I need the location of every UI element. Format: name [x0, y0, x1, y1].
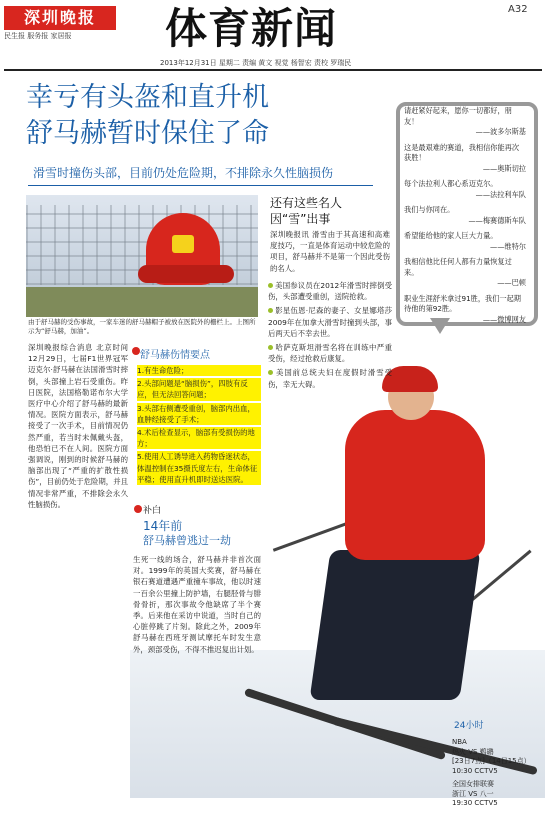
skier-jacket-shape — [345, 410, 485, 560]
bubai-title: 舒马赫曾逃过一劫 — [143, 534, 231, 547]
headline-line-1: 幸亏有头盔和直升机 — [26, 82, 269, 113]
section-title: 体育新闻 — [165, 4, 338, 53]
bullet-dot-icon — [268, 345, 273, 350]
list-item: 哈萨克斯坦滑雪名将在训练中严重受伤，经过抢救后康复。 — [268, 343, 392, 364]
paper-slogan: 民生报 服务报 家居报 — [4, 32, 72, 40]
headline-line-2: 舒马赫暂时保住了命 — [26, 118, 269, 149]
list-item: 这是最艰难的赛道，我相信你能再次获胜！ ——奥斯切拉 — [404, 142, 526, 173]
cap-photo — [26, 195, 258, 317]
skier-pants-shape — [309, 550, 480, 700]
list-item: 3.头部右侧遭受重创，脑部内出血，血肿经接受了手术； — [137, 403, 261, 425]
list-item: 影星伍恩·尼森的妻子、女星娜塔莎2009年在加拿大滑雪时撞到头部，事后两天后不幸去世。 — [268, 306, 392, 338]
list-item: 1.有生命危险； — [137, 365, 261, 376]
years-ago-title: 14年前 — [143, 519, 183, 533]
quote-list — [404, 106, 526, 330]
points-title: 舒马赫伤情要点 — [140, 350, 210, 361]
date-line: 2013年12月31日 星期二 责编 黄文 视觉 杨智宏 责校 罗瑞民 — [160, 59, 352, 67]
list-item: 4.术后检查显示，脑部有受损伤的地方； — [137, 427, 261, 449]
list-item: 全国女排联赛 浙江 VS 八一 19:30 CCTV5 — [452, 780, 498, 807]
bubai-label: 补白 — [143, 506, 162, 516]
points-list — [137, 365, 261, 487]
list-item: 美国参议员在2012年滑雪时摔倒受伤，头部遭受重创，送院抢救。 — [268, 281, 392, 302]
bullet-dot-icon — [268, 283, 273, 288]
list-item: NBA 热火 VS 鹈鹕 [23日7点]（14日15点） 10:30 CCTV5 — [452, 738, 531, 775]
left-article-body: 深圳晚报综合消息 北京时间12月29日，七届F1世界冠军迈克尔·舒马赫在法国滑雪时摔倒，头部撞上岩石受重伤。昨日医院，法国格勒诺布尔大学医疗中心介绍了舒马赫的最新情况。医院方面表示，舒马赫接受了一次手术，目前情况仍然严重，若当时未佩戴头盔，他恐怕已不在人间。医院方面强调说，刚到的时候舒马赫的脑部出现了“严重的扩散性损伤”，目前仍处于危险期，并且情况非常严重，不排除会永久性脑损伤。 — [28, 343, 128, 509]
top-rule — [4, 69, 542, 71]
cap-brim-shape — [138, 265, 234, 283]
cap-logo-shape — [172, 235, 194, 253]
bullet-dot-icon — [268, 308, 273, 313]
list-item: 职业生涯舒米拿过91胜，我们一起期待他的第92胜。 ——微博网友 — [404, 293, 526, 324]
list-item: 我们与你同在。 ——梅赛德斯车队 — [404, 205, 526, 225]
list-item: 2.头部问题是“脑损伤”，四肢有反应，但无法回答问题； — [137, 378, 261, 400]
paper-logo: 深圳晚报 — [4, 6, 116, 30]
list-item: 5.使用人工诱导进入药物昏迷状态，体温控制在35摄氏度左右，生命体征平稳；使用直升机即时送达医院。 — [137, 451, 261, 485]
bubai-body: 生死一线的场合，舒马赫并非首次面对。1999年的英国大奖赛，舒马赫在银石赛道遭遇严重撞车事故，他以时速一百余公里撞上防护墙，右腿胫骨与腓骨骨折，那次事故令他缺席了半个赛季。后来他在采访中说道，当时自己的心脏停跳了片刻。除此之外，2009年舒马赫在西班牙测试摩托车时发生意外，颈部受伤，不得不推迟复出计划。 — [133, 555, 261, 654]
photo-caption: 由于舒马赫的受伤事故，一家车迷的舒马赫帽子被放在医院外的栅栏上。上图所示为“舒马赫，加油”。 — [28, 318, 256, 335]
tv-listing-title: 24小时 — [454, 721, 484, 731]
list-item: 每个法拉利人都心系迈克尔。 ——法拉利车队 — [404, 179, 526, 199]
celeb-title-line-2: 因“雪”出事 — [270, 212, 331, 226]
bullet-dot-icon — [268, 370, 273, 375]
celeb-intro: 深圳晚报讯 滑雪由于其高速和高难度技巧，一直是体育运动中较危险的项目，舒马赫并不是第一个因此受伤的名人。 — [270, 230, 390, 273]
grass-shape — [26, 287, 258, 317]
list-item: 希望能给他的家人巨大力量。 ——维特尔 — [404, 231, 526, 251]
tv-listing — [452, 738, 542, 813]
subheadline-rule — [28, 185, 373, 186]
celeb-title-line-1: 还有这些名人 — [270, 196, 343, 210]
bullet-dot-icon — [134, 505, 142, 513]
sub-headline: 滑雪时撞伤头部，目前仍处危险期，不排除永久性脑损伤 — [33, 166, 334, 180]
bullet-dot-icon — [132, 347, 140, 355]
list-item: 请赶紧好起来，愿你一切都好，朋友！ ——波多尔斯基 — [404, 106, 526, 136]
list-item: 美国前总统夫妇在度假时滑雪受伤，幸无大碍。 — [268, 368, 392, 389]
page-number: A32 — [508, 4, 528, 15]
main-headline — [26, 80, 386, 152]
celeb-list — [268, 280, 392, 393]
list-item: 我相信他比任何人都有力量恢复过来。 ——巴顿 — [404, 257, 526, 287]
